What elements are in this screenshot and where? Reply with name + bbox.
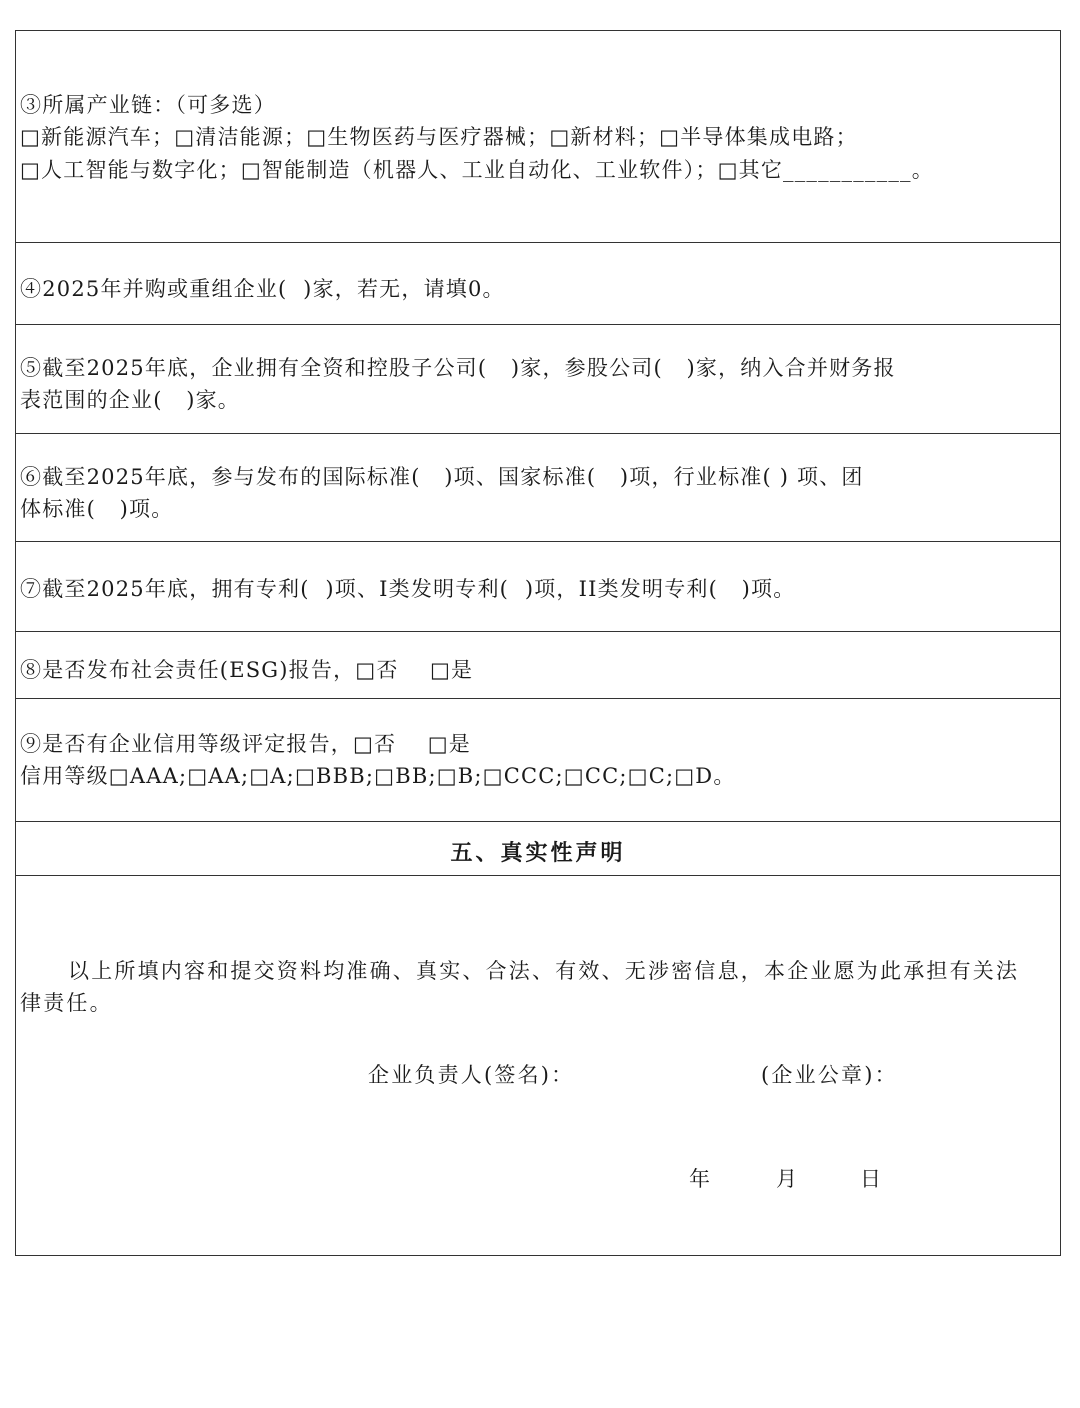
industry-chain-options-line2[interactable]: □人工智能与数字化；□智能制造（机器人、工业自动化、工业软件）；□其它___________。 [20,158,934,182]
industry-chain-row [16,31,1060,243]
declaration-text-line1: 以上所填内容和提交资料均准确、真实、合法、有效、无涉密信息，本企业愿为此承担有关法 [68,959,1020,983]
date-year-field[interactable]: 年 [689,1167,713,1191]
credit-rating-question[interactable]: ⑨是否有企业信用等级评定报告，□否 □是 [20,732,471,756]
enterprise-form-table [15,30,1061,1256]
patents-question[interactable]: ⑦截至2025年底，拥有专利( )项、I类发明专利( )项，II类发明专利( )项。 [20,577,796,601]
subsidiary-row [16,325,1060,434]
credit-rating-options[interactable]: 信用等级□AAA;□AA;□A;□BBB;□BB;□B;□CCC;□CC;□C;□D。 [20,764,736,788]
standards-question-line2[interactable]: 体标准( )项。 [20,497,174,521]
subsidiary-question-line1[interactable]: ⑤截至2025年底，企业拥有全资和控股子公司( )家，参股公司( )家，纳入合并财务报 [20,356,896,380]
section-title: 五、真实性声明 [450,840,626,866]
patents-row [16,542,1060,632]
industry-chain-options-line1[interactable]: □新能源汽车；□清洁能源；□生物医药与医疗器械；□新材料；□半导体集成电路； [20,125,858,149]
date-day-field[interactable]: 日 [860,1167,884,1191]
standards-row [16,434,1060,542]
standards-question-line1[interactable]: ⑥截至2025年底，参与发布的国际标准( )项、国家标准( )项，行业标准( ) 项、团 [20,465,864,489]
esg-question[interactable]: ⑧是否发布社会责任(ESG)报告，□否 □是 [20,658,474,682]
declaration-text-line2: 律责任。 [20,991,113,1015]
section-title-row [16,822,1060,876]
merger-row [16,243,1060,325]
esg-row [16,632,1060,699]
declaration-row [16,876,1060,1257]
industry-chain-question: ③所属产业链：（可多选） [20,93,276,117]
date-month-field[interactable]: 月 [776,1167,800,1191]
signer-signature-field[interactable]: 企业负责人(签名)： [368,1063,575,1087]
company-seal-field[interactable]: (企业公章)： [761,1063,898,1087]
merger-question[interactable]: ④2025年并购或重组企业( )家，若无，请填0。 [20,277,505,301]
credit-rating-row [16,699,1060,822]
subsidiary-question-line2[interactable]: 表范围的企业( )家。 [20,388,241,412]
